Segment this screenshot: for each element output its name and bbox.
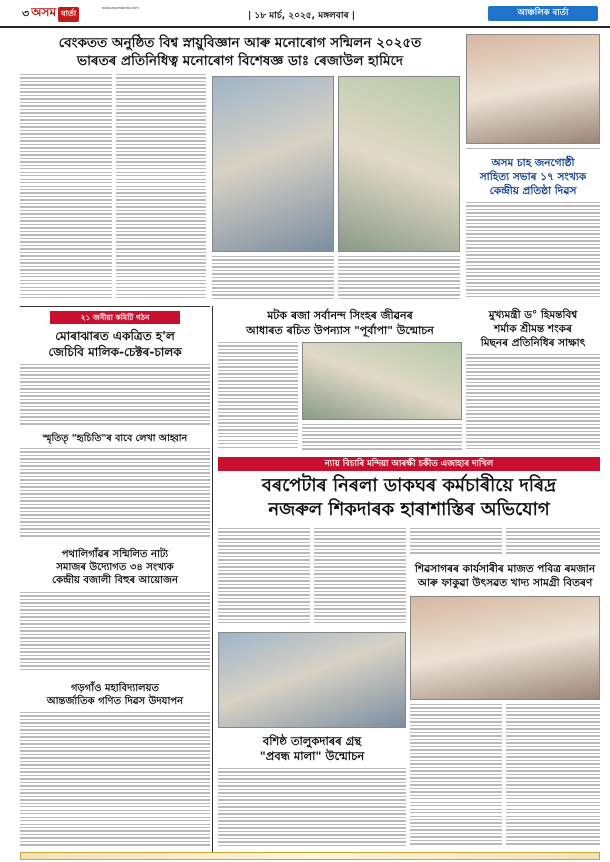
story-f-headline-3: কেন্দ্ৰীয় প্ৰতিষ্ঠা দিৱস [489,185,577,197]
story-h-body-col2 [314,528,406,628]
story-h-body-col3 [410,528,502,558]
paper-name: অসম [31,5,57,19]
story-j-body [218,768,406,850]
story-e-body-col2 [302,424,462,452]
masthead-logo [22,5,79,23]
lead-body-col2 [116,74,206,302]
story-i-headline-1: শিৱসাগৰৰ কাৰ্যসাৰীৰ মাজত পবিত্ৰ ৰমজান [414,563,596,575]
story-a-headline-1: মোৰাঝাৰত একত্ৰিত হ'ল [55,329,175,343]
story-h-headline-1: বৰপেটাৰ নিৰলা ডাকঘৰ কৰ্মচাৰীয়ে দৰিদ্ৰ [261,475,557,496]
story-a-body [20,364,210,428]
lead-body-col1 [20,74,112,302]
story-f-headline-1: অসম চাহ জনগোষ্ঠী [491,157,575,169]
column-divider [212,306,213,854]
lead-caption-2 [338,256,460,302]
story-f-body [466,202,600,302]
story-a-headline-2: জেচিবি মালিক-চেক্টৰ-চালক [48,345,182,359]
tea-photo-caption [466,148,600,152]
bottom-ad-strip [20,852,600,860]
story-i-body-col1 [410,704,502,850]
story-h-headline-2: নজৰুল শিকদাৰক হাৰাশাস্তিৰ অভিযোগ [268,499,550,520]
divider [20,306,210,307]
issue-date: | ১৮ মাৰ্চ, ২০২৫, মঙ্গলবাৰ | [248,11,355,21]
story-c-headline-3: কেন্দ্ৰীয় বজালী বিহুৰ আয়োজন [52,575,178,586]
tea-community-photo [466,34,600,144]
story-h-body-col1 [218,528,310,628]
story-g-body [466,354,600,452]
story-b-headline: স্মৃতিতৃ "হৃচিতি"ৰ বাবে লেখা আহ্বান [42,433,188,444]
lead-caption-1 [212,256,334,302]
story-d-body [20,712,210,850]
story-e-headline-2: আধাৰত ৰচিত উপন্যাস "পূৰ্বাপা" উন্মোচন [246,324,434,337]
website-text: www.asombarta.com [102,6,139,10]
story-e-photo [302,342,462,420]
story-c-body [20,592,210,676]
story-i-photo [410,596,600,700]
lead-photo-certificate [212,76,334,252]
story-j-headline-1: বশিষ্ঠ তালুকদাৰৰ গ্ৰন্থ [262,734,362,748]
section-tab: আঞ্চলিক বাৰ্তা [488,6,598,21]
paper-badge: বাৰ্তা [58,7,79,22]
story-d-headline-1: গড়গাঁও মহাবিদ্যালয়ত [70,683,160,694]
story-i-body-col2 [506,704,600,850]
story-j-photo [218,632,406,728]
page-number: ৩ [22,6,30,20]
lead-headline-2: ভাৰতৰ প্ৰতিনিধিত্ব মনোৰোগ বিশেষজ্ঞ ডাঃ ৰেজাউল হামিদে [77,53,403,69]
story-i-headline-2: আৰু ফাকুৱা উৎসৱত খাদ্য সামগ্ৰী বিতৰণ [417,577,593,589]
story-g-headline-3: মিছনৰ প্ৰতিনিধিৰ সাক্ষাৎ [480,337,586,349]
banner-strip: ন্যায় বিচাৰি মন্দিয়া আৰক্ষী চকীত এজাহাৰ দাখিল [218,457,600,471]
story-c-headline-2: সমাজৰ উদ্যোগত ৩৪ সংখ্যক [56,562,174,573]
story-a-kicker: ২১ জনীয়া কমিটি গঠন [50,311,180,324]
story-d-headline-2: আন্তৰ্জাতিক গণিত দিৱস উদযাপন [46,696,184,707]
story-c-headline-1: পথালিগাঁৱৰ সন্মিলিত নাট্য [61,549,169,560]
story-j-headline-2: "প্ৰবন্ধ মালা" উন্মোচন [259,749,365,763]
story-g-headline-1: মুখ্যমন্ত্ৰী ড° হিমন্তবিশ্ব [488,309,578,321]
story-b-body [20,448,210,542]
story-g-headline-2: শৰ্মাক শ্ৰীমন্ত শংকৰ [494,323,572,335]
story-h-body-col4 [506,528,600,558]
lead-headline-1: বেংকতত অনুষ্ঠিত বিশ্ব স্নায়ুবিজ্ঞান আৰু মনোৰোগ সন্মিলন ২০২৫ত [58,35,422,51]
story-e-body-col1 [218,342,298,452]
story-e-headline-1: মটক ৰজা সৰ্বানন্দ সিংহৰ জীৱনৰ [267,309,413,322]
lead-photo-group [338,76,460,252]
story-f-headline-2: সাহিত্য সভাৰ ১৭ সংখ্যক [479,171,587,183]
